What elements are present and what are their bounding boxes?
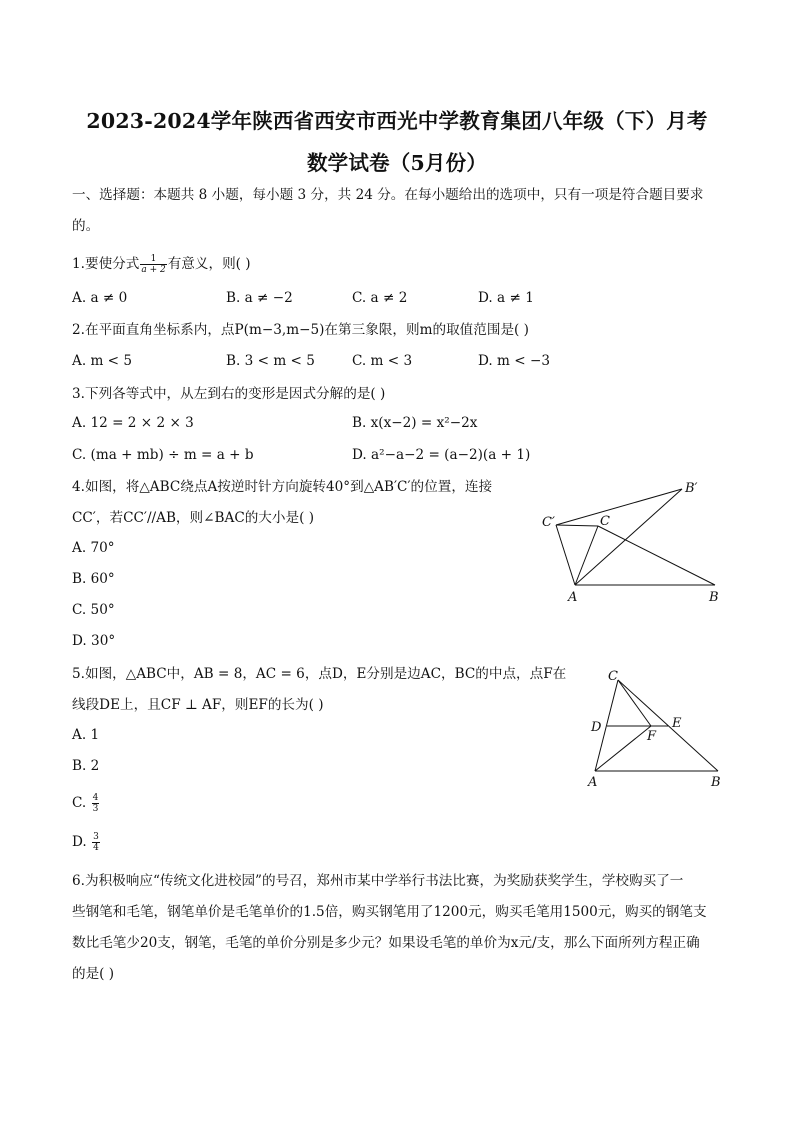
question-3: 3.下列各等式中，从左到右的变形是因式分解的是( ) (72, 386, 386, 402)
q4-label-c1: C′ (542, 515, 555, 530)
q1-frac-den: a + 2 (141, 265, 166, 275)
question-4-line1: 4.如图，将△ABC绕点A按逆时针方向旋转40°到△AB′C′的位置，连接 (72, 479, 493, 495)
q5-label-b: B (711, 775, 721, 790)
q1-prefix: 1.要使分式 (72, 256, 140, 272)
q4-label-b: B (709, 590, 719, 605)
q5-label-d: D (591, 720, 602, 735)
question-5-line1: 5.如图，△ABC中，AB = 8，AC = 6，点D，E分别是边AC，BC的中点，点F在 (72, 666, 567, 682)
q5-segment-af (595, 726, 651, 771)
q3-option-b[interactable]: B. x(x−2) = x²−2x (352, 415, 478, 431)
q2-option-a[interactable]: A. m < 5 (72, 353, 133, 369)
q5-option-a[interactable]: A. 1 (72, 727, 100, 743)
q3-option-a[interactable]: A. 12 = 2 × 2 × 3 (72, 415, 194, 431)
section-instructions-line1: 一、选择题：本题共 8 小题，每小题 3 分，共 24 分。在每小题给出的选项中，只有一项是符合题目要求 (72, 187, 704, 203)
q1-suffix: 有意义，则( ) (167, 256, 251, 272)
q3-option-c[interactable]: C. (ma + mb) ÷ m = a + b (72, 447, 254, 463)
q1-option-b[interactable]: B. a ≠ −2 (226, 290, 293, 306)
q5-option-c-prefix: C. (72, 795, 91, 811)
q5-option-c-fraction (92, 793, 100, 814)
q4-segment-ac (575, 526, 598, 585)
q4-segment-ac1 (556, 525, 575, 585)
q4-option-a[interactable]: A. 70° (72, 540, 115, 556)
question-6-line4: 的是( ) (72, 966, 115, 982)
question-4-line2: CC′，若CC′//AB，则∠BAC的大小是( ) (72, 510, 315, 526)
q1-fraction (140, 254, 166, 275)
q5-option-c-num: 4 (92, 793, 99, 803)
q4-segment-cb (598, 526, 715, 585)
q5-label-a: A (588, 775, 598, 790)
exam-title-line1: 2023-2024学年陕西省西安市西光中学教育集团八年级（下）月考 (86, 109, 708, 133)
question-2: 2.在平面直角坐标系内，点P(m−3,m−5)在第三象限，则m的取值范围是( ) (72, 322, 529, 338)
q1-option-d[interactable]: D. a ≠ 1 (478, 290, 534, 306)
question-5-line2: 线段DE上，且CF ⊥ AF，则EF的长为( ) (72, 697, 324, 713)
q5-segment-cf (618, 680, 651, 726)
q4-segment-cc1 (556, 525, 598, 526)
q4-label-c: C (600, 514, 610, 529)
question-1 (72, 254, 251, 275)
q2-option-d[interactable]: D. m < −3 (478, 353, 551, 369)
q5-option-d-fraction (92, 832, 100, 853)
q5-option-c[interactable] (72, 793, 100, 814)
q5-label-e: E (672, 716, 682, 731)
q4-label-b1: B′ (685, 481, 698, 496)
q4-figure (530, 470, 730, 610)
q3-option-d[interactable]: D. a²−a−2 = (a−2)(a + 1) (352, 447, 531, 463)
q4-label-a: A (568, 590, 578, 605)
q1-frac-num: 1 (140, 254, 166, 265)
q5-option-d-den: 4 (93, 843, 99, 853)
q1-option-a[interactable]: A. a ≠ 0 (72, 290, 128, 306)
question-6-line2: 些钢笔和毛笔，钢笔单价是毛笔单价的1.5倍，购买钢笔用了1200元，购买毛笔用1500元，购买的钢笔支 (72, 904, 707, 920)
q4-option-c[interactable]: C. 50° (72, 602, 115, 618)
q5-label-c: C (608, 669, 618, 684)
q5-figure (580, 660, 730, 792)
q5-option-b[interactable]: B. 2 (72, 758, 100, 774)
q2-option-c[interactable]: C. m < 3 (352, 353, 413, 369)
q5-label-f: F (647, 729, 657, 744)
q4-option-b[interactable]: B. 60° (72, 571, 115, 587)
q5-option-d-prefix: D. (72, 834, 92, 850)
q1-option-c[interactable]: C. a ≠ 2 (352, 290, 408, 306)
q2-option-b[interactable]: B. 3 < m < 5 (226, 353, 315, 369)
question-6-line3: 数比毛笔少20支，钢笔，毛笔的单价分别是多少元？如果设毛笔的单价为x元/支，那么下面所列方程正确 (72, 935, 700, 951)
q5-option-c-den: 3 (92, 804, 99, 814)
q5-option-d[interactable] (72, 832, 101, 853)
q4-segment-ab1 (575, 489, 682, 585)
exam-title-line2: 数学试卷（5月份） (306, 151, 488, 175)
q5-option-d-num: 3 (93, 832, 99, 842)
q4-segment-c1b1 (556, 489, 682, 525)
question-6-line1: 6.为积极响应“传统文化进校园”的号召，郑州市某中学举行书法比赛，为奖励获奖学生，学校购买了一 (72, 873, 684, 889)
q4-option-d[interactable]: D. 30° (72, 633, 116, 649)
section-instructions-line2: 的。 (72, 218, 100, 234)
